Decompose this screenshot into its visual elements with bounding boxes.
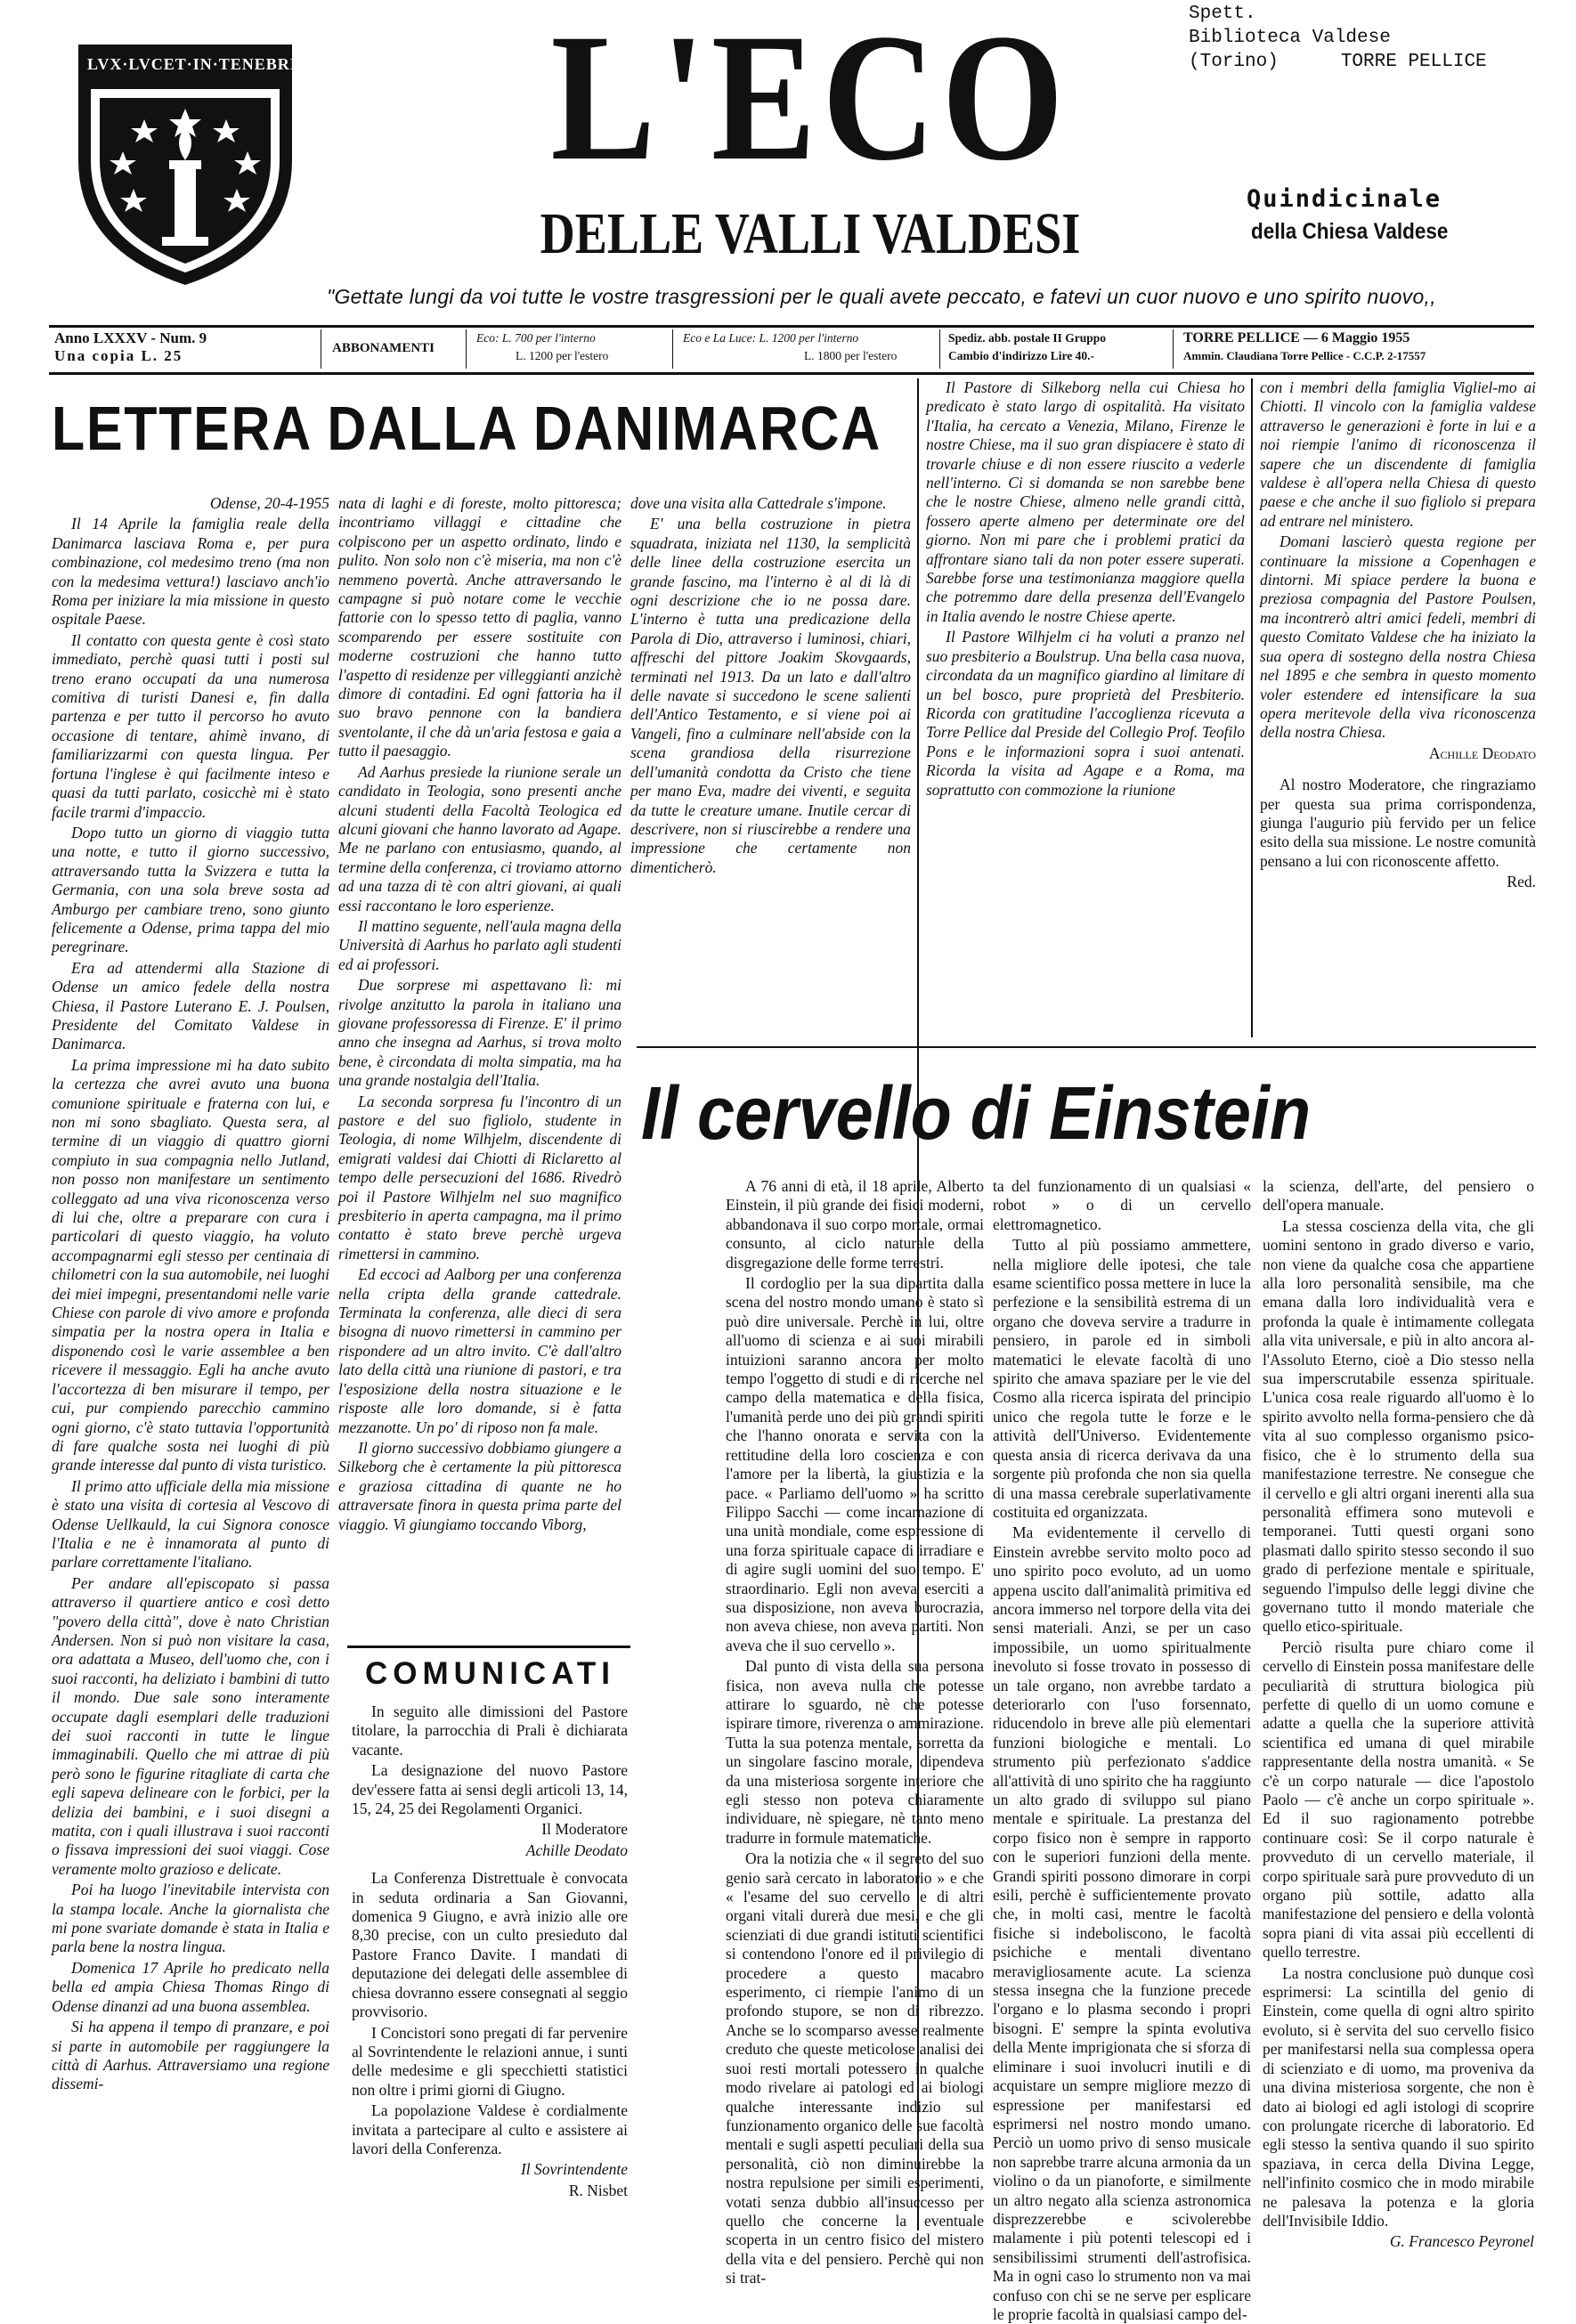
paragraph: Il primo atto ufficiale della mia missione è stato una visita di cortesia al Vescovo di Odense Uellkauld, la cui Signora conosce l'Italia e ne è innamorata al punto di parlare correttamente l'italiano. [52, 1476, 329, 1572]
paragraph: Ad Aarhus presiede la riunione serale un candidato in Teologia, sono presenti anche alcuni studenti della Facoltà Teologica ed alcuni giovani che hanno lavorato ad Agape. Me ne parlano con entusiasmo, quando, al termine della conferenza, ci troviamo attorno ad una tazza di tè con altri giovani, ai quali essi raccontano le loro esperienze. [338, 762, 621, 914]
paragraph: con i membri della famiglia Vigliel-mo ai Chiotti. Il vincolo con la famiglia valdese attraverso le generazioni è forte in lui e a noi riempie l'animo di riconoscenza il sapere che un discendente di famiglia valdese è all'opera nella Chiesa di questo paese e che anche il suo figliolo si prepara ad entrare nel ministero. [1260, 378, 1536, 530]
paragraph: Il Pastore Wilhjelm ci ha voluti a pranzo nel suo presbiterio a Boulstrup. Una bella casa nuova, circondata da un magnifico giardino al limitare di un bel bosco, pure proprietà del Presbiterio. Ricorda con gratitudine l'accoglienza ricevuta a Torre Pellice dal Preside del Collegio Prof. Teofilo Pons e le informazioni sopra i suoi antenati. Ricorda la visita ad Agape e a Roma, ma soprattutto con commozione la riunione [926, 628, 1245, 799]
section-rule [347, 1645, 630, 1648]
paragraph: La nostra conclusione può dunque così esprimersi: La scintilla del genio di Einstein, come quella di ogni altro spirito evoluto, si è servita del suo cervello fisico per manifestarsi nella sua complessa opera di scienziato e di uomo, ma proveniva da una divina misteriosa sorgente, che non è dato ai biologi ed agli istologi di scoprire con prolungate ricerche di laboratorio. Ed egli stesso la sentiva quando il suo spirito spaziava, in cerca della Divina Legge, nell'infinito cosmico che in modo mirabile ne palesava la potenza e la gloria dell'Invisibile Iddio. [1263, 1963, 1534, 2230]
paragraph: Il Pastore di Silkeborg nella cui Chiesa ho predicato è stato largo di ospitalità. Ha visitato l'Italia, ha cercato a Venezia, Milano, Firenze le nostre Chiese, ma il suo gran dispiacere è stato di trovarle chiuse e di non essere riuscito a vederle nell'interno. Ci si domanda se non sarebbe bene che le nostre Chiese, almeno nelle grandi città, fossero aperte almeno per determinate ore del giorno. Non mi pare che i problemi pratici da affrontare siano tali da non poter essere superati. Sarebbe forse una testimonianza maggiore quella che potremmo dare della presenza dell'Evangelo in Italia avendo le nostre Chiese aperte. [926, 378, 1245, 625]
address-label [1189, 2, 1487, 74]
masthead-title: L'ECO [550, 0, 1070, 199]
letter-column-5 [1260, 378, 1536, 1042]
paragraph: Era ad attendermi alla Stazione di Odense un amico fedele della nostra Chiesa, il Pastore Luterano E. J. Poulsen, Presidente del Comitato Valdese in Danimarca. [52, 958, 329, 1053]
einstein-signature: G. Francesco Peyronel [1389, 2232, 1534, 2251]
paragraph: Dal punto di vista della sua persona fisica, non aveva nulla che potesse attirare lo sguardo, nè che potesse ispirare timore, riverenza o ammirazione. Tutta la sua potenza mentale, sorretta da un singolare fascino morale, dipendeva da una misteriosa sorgente interiore che egli stesso non poteva chiaramente individuare, nè spiegare, nè tanto meno tradurre in formule matematiche. [726, 1657, 984, 1847]
eco-price [476, 329, 608, 365]
issue-text: Anno LXXXV - Num. 9 [54, 329, 207, 346]
shield-motto: LVX·LVCET·IN·TENEBRIS [87, 55, 307, 73]
paragraph: In seguito alle dimissioni del Pastore titolare, la parrocchia di Prali è dichiarata vacante. [352, 1702, 628, 1759]
editor-note-signature: Red. [1507, 873, 1536, 891]
paragraph: Ed eccoci ad Aalborg per una conferenza nella cripta della grande cattedrale. Terminata la conferenza, alle dieci di sera bisogna di nuovo rimettersi in cammino per rispondere ad un altro invito. C'è dall'altro lato della città una riunione di pastori, e tra l'esposizione della nostra situazione e le risposte alle loro domande, si è fatta mezzanotte. Un po' di riposo non fa male. [338, 1265, 621, 1436]
paragraph: Il mattino seguente, nell'aula magna della Università di Aarhus ho parlato agli studenti ed ai professori. [338, 916, 621, 973]
frequency-label: Quindicinale [1247, 185, 1442, 213]
admin-text: Ammin. Claudiana Torre Pellice - C.C.P. 2-17557 [1183, 349, 1426, 362]
address-line: Biblioteca Valdese [1189, 28, 1391, 48]
column-rule [1251, 378, 1253, 1037]
paragraph: La seconda sorpresa fu l'incontro di un pastore e del suo figliolo, studente in Teologia, di nome Wilhjelm, discendente di emigrati valdesi dai Chiotti di Riclaretto al tempo delle persecuzioni del 1686. Rivedrò poi il Pastore Wilhjelm nel suo magnifico presbiterio in aperta campagna, ma il primo contatto è stato breve perchè urgeva rimettersi in cammino. [338, 1092, 621, 1263]
letter-dateline: Odense, 20-4-1955 [209, 494, 329, 512]
eco-luce-price [683, 329, 897, 365]
motto: "Gettate lungi da voi tutte le vostre trasgressioni per le quali avete peccato, e fatevi un cuor nuovo e uno spirito nuovo,, [327, 285, 1436, 308]
paragraph: Domani lascierò questa regione per continuare la missione a Copenhagen e dintorni. Mi spiace perdere la buona e preziosa compagnia del Pastore Poulsen, ma incontrerò altri amici fedeli, membri di questo Comitato Valdese che ha iniziato la sua opera di sostegno della nostra Chiesa nel 1895 e che sembra in questo momento voler estendere ed intensificare la sua opera meritevole della viva riconoscenza della nostra Chiesa. [1260, 532, 1536, 742]
paragraph: Ora la notizia che « il segreto del suo genio sarà cercato in laboratorio » e che « l'esame del suo cervello e di altri organi vitali durerà due mesi, e che gli scienziati di due grandi istituti scientifici si contendono l'onore ed il privilegio di procedere a questo macabro esperimento, ci riempie l'animo di un profondo stupore, se non di ribrezzo. Anche se lo scomparso avesse realmente creduto che queste meticolose analisi dei suoi resti mortali potessero in qualche modo rivelare ai patologi ed ai biologi qualche interessante indizio sul funzionamento organico delle sue facoltà mentali e sugli aspetti peculiari della sua personalità, ciò non diminuirebbe la nostra repulsione per simili esperimenti, votati senza dubbio all'insuccesso per quello che concerne la eventuale scoperta in un centro fisico del mistero della vita e del pensiero. Perchè qui non si trat- [726, 1849, 984, 2287]
letter-headline: LETTERA DALLA DANIMARCA [52, 394, 882, 463]
paragraph: la scienza, dell'arte, del pensiero o dell'opera manuale. [1263, 1177, 1534, 1215]
paragraph: Tutto al più possiamo ammettere, nella migliore delle ipotesi, che tale esame scientifico possa mettere in luce la perfezione e la sensibilità estrema di un organo che doveva servire a tradurre in pensiero, in parole ed in simboli matematici le elevate facoltà di uno spirito che amava spaziare per le vie del Cosmo alla ricerca ispirata del principio unico che regola tutte le forze e le attività dell'Universo. Evidentemente questa ansia di ricerca derivava da una sorgente più profonda che non sia quella di una massa cerebrale superlativamente costituita ed organizzata. [993, 1236, 1251, 1521]
paragraph: Il contatto con questa gente è così stato immediato, perchè quasi tutti i posti sul treno erano occupati da una numerosa comitiva di turisti Danesi e, fin dalla partenza e per tutto il percorso ho avuto occasione di tentare, ahimè invano, di familiarizzarmi con questa lingua. Per fortuna l'inglese è qui facilmente inteso e quasi da tutti parlato, cosicchè mi è stato facile trarmi d'impaccio. [52, 630, 329, 821]
eco-luce-domestic: Eco e La Luce: L. 1200 per l'interno [683, 331, 859, 345]
einstein-column-2 [993, 1177, 1251, 2323]
postal-info [948, 329, 1106, 365]
signature-name: R. Nisbet [568, 2181, 628, 2199]
paragraph: La stessa coscienza della vita, che gli uomini sentono in grado diverso e vario, non viene da qualche cosa che appartiene alla loro personalità sensibile, ma che emana dalla loro individualità vera e profonda la quale è intimamente collegata alla vita universale, e più in alto ancora al-l'Assoluto Eterno, cioè a Dio stesso nella sua imperscrutabile essenza spirituale. L'unica cosa reale riguardo all'uomo è lo spirito avvolto nella forma-pensiero che dà vita al suo complesso organismo psico-fisico, che è lo strumento della sua manifestazione terrestre. Ne consegue che il cervello e gli altri organi inerenti alla sua personalità effimera sono mutevoli e temporanei. Tutti questi organi sono plasmati dallo spirito stesso secondo il suo grado di perfezione mentale e spirituale, seguendo l'impulso delle leggi divine che governano tutto il mondo materiale che quello etico-spirituale. [1263, 1216, 1534, 1636]
paragraph: Il cordoglio per la sua dipartita dalla scena del nostro mondo umano è stato sì può dire universale. Perchè in lui, oltre all'uomo di scienza e ai suoi mirabili intuizioni saranno ancora per molto tempo l'oggetto di studi e di ricerche nel campo della matematica e della fisica, l'umanità perde uno dei più grandi spiriti che l'hanno onorata e servita con la rettitudine della loro coscienza e con l'amore per la libertà, la giustizia e la pace. « Parliamo dell'uomo » ha scritto Filippo Sacchi — come incarnazione di una unità mondiale, come espressione di una forza spirituale capace di irradiare e di agire sugli uomini del suo tempo. E' straordinario. Egli non aveva eserciti a sua disposizione, non aveva burocrazia, non aveva chiese, non aveva partiti. Non aveva che il suo cervello ». [726, 1274, 984, 1654]
issue-date [1183, 329, 1426, 365]
section-rule [637, 1046, 1536, 1048]
einstein-column-3 [1263, 1177, 1534, 2251]
paragraph: I Concistori sono pregati di far pervenire al Sovrintendente le relazioni annue, i sunti delle medesime e gli specchietti statistici non oltre i primi giorni di Giugno. [352, 2023, 628, 2099]
address-change: Cambio d'indirizzo Lire 40.- [948, 349, 1094, 362]
address-line: Spett. [1189, 4, 1256, 24]
church-label: della Chiesa Valdese [1251, 219, 1449, 244]
paragraph: dove una visita alla Cattedrale s'impone. [630, 494, 887, 512]
paragraph: La designazione del nuovo Pastore dev'essere fatta ai sensi degli articoli 13, 14, 15, 24, 25 dei Regolamenti Organici. [352, 1761, 628, 1818]
paragraph: ta del funzionamento di un qualsiasi « robot » o di un cervello elettromagnetico. [993, 1177, 1251, 1233]
signature-name: Achille Deodato [525, 1841, 628, 1859]
paragraph: A 76 anni di età, il 18 aprile, Alberto Einstein, il più grande dei fisici moderni, abbandonava il suo corpo mortale, ormai consunto, al ciclo naturale della disgregazione delle forme terrestri. [726, 1177, 984, 1272]
letter-column-4 [926, 378, 1245, 1037]
postal-text: Spediz. abb. postale II Gruppo [948, 331, 1107, 345]
eco-domestic: Eco: L. 700 per l'interno [476, 331, 596, 345]
address-line: (Torino) [1189, 52, 1279, 72]
paragraph: Il giorno successivo dobbiamo giungere a Silkeborg che è certamente la più pittoresca e graziosa cittadina di quante ne ho attraversate finora in questa prima parte del viaggio. Vi giungiamo toccando Viborg, [338, 1438, 621, 1533]
paragraph: Si ha appena il tempo di pranzare, e poi si parte in automobile per raggiungere la città di Aarhus. Attraversiamo una regione dissemi- [52, 2018, 329, 2093]
signature-title: Il Moderatore [541, 1820, 628, 1839]
letter-column-2 [338, 494, 621, 1661]
comunicati-column [352, 1702, 628, 2228]
copy-price: Una copia L. 25 [54, 347, 183, 364]
letter-column-3 [630, 494, 911, 1037]
paragraph: La popolazione Valdese è cordialmente invitata a partecipare al culto e assistere ai lavori della Conferenza. [352, 2101, 628, 2157]
subscriptions-label: ABBONAMENTI [332, 341, 435, 355]
comunicati-headline: COMUNICATI [365, 1656, 615, 1691]
paragraph: La Conferenza Distrettuale è convocata in seduta ordinaria a San Giovanni, domenica 9 Giugno, e avrà inizio alle ore 8,30 precise, con un culto presieduto dal Pastore Franco Davite. I mandati di deputazione dei delegati delle assemblee di chiesa dovranno essere consegnati al seggio provvisorio. [352, 1869, 628, 2021]
shield-logo [52, 27, 319, 294]
eco-foreign: L. 1200 per l'estero [516, 349, 609, 362]
masthead-subtitle: DELLE VALLI VALDESI [540, 201, 1081, 266]
paragraph: Poi ha luogo l'inevitabile intervista con la stampa locale. Anche la giornalista che mi pone svariate domande è stata in Italia e parla bene la nostra lingua. [52, 1881, 329, 1956]
address-line: TORRE PELLICE [1340, 52, 1487, 72]
info-bar [49, 325, 1534, 375]
signature-title: Il Sovrintendente [520, 2160, 628, 2179]
letter-signature: Achille Deodato [1428, 744, 1536, 762]
einstein-headline: Il cervello di Einstein [641, 1071, 1312, 1155]
eco-luce-foreign: L. 1800 per l'estero [804, 349, 898, 362]
paragraph: E' una bella costruzione in pietra squadrata, iniziata nel 1130, la semplicità delle linee della costruzione esercita un grande fascino, ma l'interno è al di là di ogni descrizione che io ne possa dare. L'interno è tutta una predicazione della Parola di Dio, attraverso i luminosi, chiari, affreschi del pittore Joakim Skovgaards, terminati nel 1913. Da un lato e dall'altro delle navate si succedono le scene salienti dell'Antico Testamento, e si viene poi ai Vangeli, fino a culminare nell'abside con la scena grandiosa della risurrezione dell'umanità condotta da Cristo che tiene per mano Eva, madre dei viventi, e seguita da tutte le creature umane. Inutile cercar di descrivere, non si riuscirebbe a rendere una impressione che certamente non dimenticherò. [630, 515, 911, 876]
paragraph: Domenica 17 Aprile ho predicato nella bella ed ampia Chiesa Thomas Ringo di Odense dinanzi ad una buona assemblea. [52, 1958, 329, 2015]
date-text: TORRE PELLICE — 6 Maggio 1955 [1183, 330, 1410, 345]
paragraph: nata di laghi e di foreste, molto pittoresca; incontriamo villaggi e cittadine che colpiscono per un aspetto ordinato, lindo e pulito. Non solo non c'è miseria, ma non c'è nemmeno povertà. Anche attraversando le campagne si può notare come le vecchie fattorie con lo spesso tetto di paglia, vanno scomparendo per essere sostituite con moderne costruzioni che hanno tutto l'aspetto di residenze per villeggianti anzichè dimore di contadini. Ed ogni fattoria ha il suo bravo pennone con la bandiera sventolante, il che dà un'aria festosa e gaia a tutto il paesaggio. [338, 494, 621, 760]
letter-column-1 [52, 494, 329, 2231]
issue-number [54, 329, 207, 365]
editor-note: Al nostro Moderatore, che ringraziamo per questa sua prima corrispondenza, giunga l'augurio più fervido per un felice esito della sua missione. Le nostre comunità pensano a lui con riconoscente affetto. [1260, 776, 1536, 870]
paragraph: Per andare all'episcopato si passa attraverso il quartiere antico e così detto "povero della città", dove è nato Christian Andersen. Non si può non visitare la casa, ora adattata a Museo, dell'uomo che, con i suoi racconti, ha deliziato i bambini di tutto il mondo. Due sale sono interamente occupate dagli esemplari delle traduzioni dei suoi racconti in tutte le lingue immaginabili. Quello che mi attrae di più però sono le figurine ritagliate di carta che egli sapeva delineare con le forbici, per la delizia dei bambini, e i suoi disegni a matita, con i quali illustrava i suoi racconti o fissava impressioni dei suoi viaggi. Cose veramente molto grazioso e delicate. [52, 1573, 329, 1878]
paragraph: Dopo tutto un giorno di viaggio tutta una notte, e tutto il giorno successivo, attraversando tutta la Svizzera e tutta la Germania, con una sola breve sosta ad Amburgo per cambiare treno, sono giunto felicemente a Odense, prima tappa del mio peregrinare. [52, 823, 329, 956]
paragraph: Ma evidentemente il cervello di Einstein avrebbe servito molto poco ad uno spirito poco evoluto, ad un uomo appena uscito dall'animalità primitiva ed ancora immerso nel torpore della vita dei sensi materiali. Anzi, se per un caso impossibile, un uomo spiritualmente inevoluto si fosse trovato in possesso di un tale organo, non avrebbe tardato a deteriorarlo con l'uso forsennato, riducendolo in breve alle più elementari funzioni biologiche e mentali. Lo strumento più perfezionato s'addice all'attività di uno spirito che ha raggiunto un alto grado di sviluppo sul piano mentale e spirituale. La prestanza del corpo fisico non è sempre in rapporto con le superiori funzioni della mente. Grandi spiriti possono dimorare in corpi esili, perchè è sufficientemente provato che, in molti casi, mentre le facoltà fisiche si indeboliscono, le facoltà psichiche e mentali diventano meravigliosamente acute. La scienza stessa insegna che la funzione precede l'organo e lo plasma secondo i propri bisogni. E' sempre la spinta evolutiva della Mente imprigionata che si sforza di eliminare i suoi involucri inutili e di acquistare un sempre migliore mezzo di espressione per manifestarsi ed esprimersi nel nostro mondo umano. Perciò un uomo privo di senso musicale non saprebbe trarre alcuna armonia da un violino o da un pianoforte, e similmente un altro negato alla scienza astronomica disprezzerebbe e scivolerebbe malamente i più potenti telescopi ed i sensibilissimi strumenti dell'astrofisica. Ma in ogni caso lo strumento non va mai confuso con chi se ne serve per esplicare le proprie facoltà in qualsiasi campo del- [993, 1524, 1251, 2323]
paragraph: Il 14 Aprile la famiglia reale della Danimarca lasciava Roma e, per pura combinazione, col medesimo treno (ma non con la medesima vettura!) lasciavo anch'io Roma per iniziare la mia missione in questo ospitale Paese. [52, 515, 329, 629]
einstein-column-1 [726, 1177, 984, 2287]
paragraph: Due sorprese mi aspettavano lì: mi rivolge anzitutto la parola in italiano una giovane professoressa di Firenze. E' il primo anno che insegna ad Aarhus, si trova molto bene, è circondata di molta simpatia, ma ha una grande nostalgia dell'Italia. [338, 976, 621, 1090]
paragraph: Perciò risulta pure chiaro come il cervello di Einstein possa manifestare delle peculiarità di struttura biologica più perfette di quello di un uomo comune e adatte a quella che la superiore attività scientifica ed umana di quel mirabile rappresentante della nostra umanità. « Se c'è un corpo naturale — dice l'apostolo Paolo — c'è anche un corpo spirituale ». Ed il suo ragionamento potrebbe continuare così: Se il corpo naturale è provveduto di un cervello materiale, il corpo spirituale sarà pure provveduto di un organo più sottile, adatto alla manifestazione del pensiero e della volontà sopra piani di vita assai più eccellenti di quello terrestre. [1263, 1637, 1534, 1962]
paragraph: La prima impressione mi ha dato subito la certezza che avrei avuto una buona comunione spirituale e fraterna con lui, e non mi sono sbagliato. Questa sera, al termine di un viaggio di quattro giorni compiuto in sua compagnia nello Jutland, non posso non manifestare un sentimento colleggato ad una viva riconoscenza verso di lui che, oltre a preparare con cura i particolari di questo viaggio, ha voluto accompagnarmi egli stesso per centinaia di chilometri con la sua automobile, nei luoghi dei miei impegni, presentandomi nelle varie Chiese con parole di vivo amore e profonda simpatia per la nostra opera in Italia e disponendo così le varie assemblee a ben ricevere il messaggio. Egli ha anche avuto l'accortezza di ben misurare il tempo, per cui, pur compiendo parecchio cammino ogni giorno, c'è stato tuttavia l'opportunità di fare qualche sosta nei luoghi di più grande interesse dal punto di vista turistico. [52, 1055, 329, 1475]
